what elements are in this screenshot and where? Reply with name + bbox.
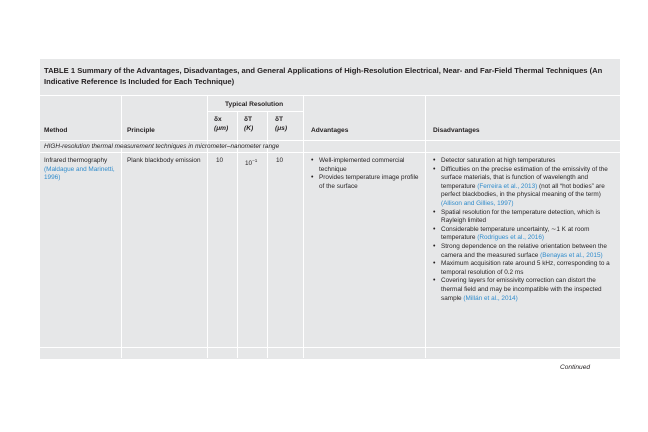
method-reference-link[interactable]: (Maldague and Marinetti, 1996): [44, 165, 115, 182]
header-dt-symbol: δT: [275, 116, 284, 123]
disadvantage-text: Maximum acquisition rate around 5 kHz, corresponding to a temporal resolution of 0.2 ms: [441, 260, 610, 276]
disadvantage-item: [433, 157, 617, 166]
column-divider: [121, 96, 122, 358]
dt-value: 10: [276, 157, 284, 164]
header-typical-resolution: Typical Resolution: [225, 101, 284, 108]
principle-cell: Plank blackbody emission: [127, 157, 201, 164]
typical-resolution-divider: [207, 111, 303, 112]
dT-exponent: −1: [252, 158, 258, 163]
dT-base: 10: [245, 160, 253, 168]
disadvantage-text: Strong dependence on the relative orientation between the camera and the measured surface: [441, 242, 607, 259]
column-divider: [425, 96, 426, 358]
advantage-item: • Provides temperature image profile of the surface: [311, 174, 419, 191]
section-divider: [40, 152, 620, 153]
disadvantage-text-continued: (not all “hot bodies” are perfect blackbodies, in the physical meaning of the term): [441, 182, 605, 199]
header-dT: [244, 116, 253, 133]
disadvantage-item: [433, 277, 617, 303]
disadvantages-list: [433, 157, 617, 303]
advantages-cell: [311, 157, 419, 191]
header-dt-unit: (μs): [275, 124, 288, 132]
header-advantages: Advantages: [311, 127, 349, 134]
disadvantage-text: Considerable temperature uncertainty, ∼1 K at room temperature: [441, 225, 590, 242]
disadvantage-text: Spatial resolution for the temperature detection, which is Rayleigh limited: [441, 208, 601, 225]
disadvantage-text: Difficulties on the precise estimation of the emissivity of the surface materials, that is function of wavelength and temperature: [441, 165, 608, 190]
table-label: TABLE 1: [44, 66, 76, 75]
caption-divider: [40, 95, 620, 96]
column-divider: [207, 96, 208, 358]
header-disadvantages: Disadvantages: [433, 127, 480, 134]
disadvantage-item: [433, 209, 617, 226]
table-title: Summary of the Advantages, Disadvantages, and General Applications of High-Resolution Electrical, Near- and Far-Field Thermal Techniques (An Indicative Reference Is Included for Each Technique): [44, 66, 603, 86]
header-method: Method: [44, 127, 68, 134]
header-dx-unit: (μm): [214, 124, 229, 132]
disadvantage-item: [433, 243, 617, 260]
row-divider: [40, 347, 620, 348]
header-divider: [40, 140, 620, 141]
column-divider: [303, 96, 304, 358]
reference-link[interactable]: (Ferreira et al., 2013): [477, 182, 538, 190]
continued-label: Continued: [560, 364, 591, 371]
disadvantage-text: Detector saturation at high temperatures: [441, 157, 556, 164]
reference-link[interactable]: (Millán et al., 2014): [463, 294, 518, 302]
disadvantages-cell: [433, 157, 617, 303]
header-dT-unit: (K): [244, 124, 254, 132]
dx-value: 10: [216, 157, 224, 164]
table-caption: [44, 66, 614, 87]
reference-link[interactable]: (Benayas et al., 2015): [540, 251, 603, 259]
header-dT-symbol: δT: [244, 116, 253, 123]
disadvantage-item: [433, 260, 617, 277]
header-dx: [214, 116, 228, 133]
disadvantage-text: Covering layers for emissivity correction can distort the thermal field and may be incompatible with the inspected sample: [441, 277, 602, 302]
advantage-item: • Well-implemented commercial technique: [311, 157, 419, 174]
reference-link[interactable]: (Rodrigues et al., 2016): [477, 234, 545, 242]
header-dt: [275, 116, 287, 133]
header-dx-symbol: δx: [214, 116, 222, 123]
dT-value: [245, 157, 257, 169]
advantages-list: [311, 157, 419, 191]
method-name: Infrared thermography: [44, 157, 108, 164]
header-principle: Principle: [127, 127, 155, 134]
method-cell: [44, 157, 116, 183]
section-heading: HIGH-resolution thermal measurement techniques in micrometer–nanometer range: [44, 143, 280, 150]
disadvantage-item: [433, 166, 617, 209]
reference-link[interactable]: (Allison and Gillies, 1997): [441, 199, 514, 207]
disadvantage-item: [433, 226, 617, 243]
